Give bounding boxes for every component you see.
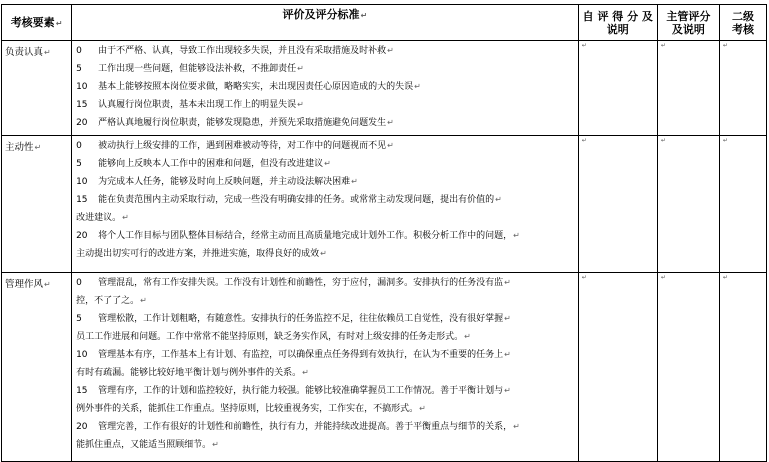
criteria-line: 主动提出切实可行的改进方案，并推进实施，取得良好的成效↵ [76, 249, 327, 259]
criteria-text: 管理基本有序，工作基本上有计划、有监控，可以确保重点任务得到有效执行，在认为不重要的任务上 [98, 350, 504, 360]
criteria-cell[interactable] [72, 273, 579, 462]
criteria-text: 基本上能够按照本岗位要求做，略略实实，未出现因责任心原因造成的大的失误 [98, 82, 414, 92]
criteria-line: 改进建议。↵ [76, 213, 129, 223]
criteria-line: 10 基本上能够按照本岗位要求做，略略实实，未出现因责任心原因造成的大的失误↵ [76, 78, 574, 96]
criteria-line: 有时有疏漏。能够比较好地平衡计划与例外事件的关系。↵ [76, 368, 309, 378]
criteria-text: 工作出现一些问题，但能够设法补救，不推卸责任 [98, 64, 297, 74]
header-second-line2: 考核 [731, 22, 754, 36]
criteria-line: 控，不了了之。↵ [76, 296, 147, 306]
criteria-line: 5 管理松散，工作计划粗略，有随意性。安排执行的任务监控不足，往往依赖员工自觉性，没有很好掌握↵ [76, 310, 574, 328]
score-level: 0 [76, 141, 82, 151]
header-criteria: 评价及评分标准↵ [72, 5, 579, 41]
score-level: 0 [76, 46, 82, 56]
criteria-line: 0 由于不严格、认真，导致工作出现较多失误，并且没有采取措施及时补救↵ [76, 42, 574, 60]
criteria-line: 5 工作出现一些问题，但能够设法补救，不推卸责任↵ [76, 60, 574, 78]
header-self-score [578, 5, 657, 41]
score-level: 10 [76, 350, 88, 360]
header-second-review [719, 5, 766, 41]
criteria-text: 管理松散，工作计划粗略，有随意性。安排执行的任务监控不足，往往依赖员工自觉性，没有很好掌握 [98, 314, 504, 324]
criteria-text: 能够向上反映本人工作中的困难和问题，但没有改进建议 [98, 159, 324, 169]
score-level: 5 [76, 159, 82, 169]
criteria-cell[interactable] [72, 136, 579, 273]
score-level: 15 [76, 386, 88, 396]
self-score-cell[interactable]: ↵ [578, 273, 657, 462]
table-row [2, 273, 767, 462]
criteria-text: 被动执行上级安排的工作，遇到困难被动等待，对工作中的问题视而不见 [98, 141, 387, 151]
table-row [2, 136, 767, 273]
criteria-line: 0 被动执行上级安排的工作，遇到困难被动等待，对工作中的问题视而不见↵ [76, 137, 574, 155]
self-score-cell[interactable]: ↵ [578, 136, 657, 273]
criteria-cell[interactable] [72, 41, 579, 136]
criteria-text: 主动提出切实可行的改进方案，并推进实施，取得良好的成效 [76, 249, 320, 259]
criteria-line: 0 管理混乱，常有工作安排失误。工作没有计划性和前瞻性，穷于应付，漏洞多。安排执行的任务没有监↵ [76, 274, 574, 292]
header-element: 考核要素↵ [2, 5, 72, 41]
element-label: 负责认真 [5, 47, 44, 58]
manager-score-cell[interactable]: ↵ [657, 41, 719, 136]
score-level: 15 [76, 100, 88, 110]
header-self-line2: 说明 [606, 22, 629, 36]
criteria-text: 为完成本人任务，能够及时向上反映问题，并主动设法解决困难 [98, 177, 351, 187]
score-level: 10 [76, 177, 88, 187]
element-label: 管理作风 [5, 279, 44, 290]
criteria-text: 改进建议。 [76, 213, 122, 223]
header-manager-line1: 主管评分 [666, 9, 711, 23]
criteria-line: 20 严格认真地履行岗位职责，能够发现隐患，并预先采取措施避免问题发生↵ [76, 114, 574, 132]
element-cell: 主动性↵ [2, 136, 72, 273]
criteria-line: 15 认真履行岗位职责，基本未出现工作上的明显失误↵ [76, 96, 574, 114]
header-manager-line2: 及说明 [671, 22, 705, 36]
score-level: 10 [76, 82, 88, 92]
criteria-line: 能抓住重点，又能适当照顾细节。↵ [76, 440, 219, 450]
evaluation-table [1, 4, 767, 462]
header-row [2, 5, 767, 41]
element-cell: 管理作风↵ [2, 273, 72, 462]
criteria-text: 严格认真地履行岗位职责，能够发现隐患，并预先采取措施避免问题发生 [98, 118, 387, 128]
criteria-line: 20 管理完善，工作有很好的计划性和前瞻性，执行有力，并能持续改进提高。善于平衡重点与细节的关系，↵ [76, 418, 574, 436]
element-label: 主动性 [5, 142, 34, 153]
element-cell: 负责认真↵ [2, 41, 72, 136]
score-level: 20 [76, 118, 88, 128]
score-level: 20 [76, 231, 88, 241]
header-second-line1: 二级 [731, 9, 754, 23]
self-score-cell[interactable]: ↵ [578, 41, 657, 136]
table-row [2, 41, 767, 136]
criteria-line: 15 管理有序，工作的计划和监控较好，执行能力较强。能够比较准确掌握员工工作情况。善于平衡计划与↵ [76, 382, 574, 400]
criteria-text: 能抓住重点，又能适当照顾细节。 [76, 440, 212, 450]
header-self-line1: 自 评 得 分 及 [582, 9, 653, 23]
criteria-line: 5 能够向上反映本人工作中的困难和问题，但没有改进建议↵ [76, 155, 574, 173]
manager-score-cell[interactable]: ↵ [657, 273, 719, 462]
criteria-text: 员工工作进展和问题。工作中常常不能坚持原则，缺乏务实作风，有时对上级安排的任务走形式。 [76, 332, 464, 342]
criteria-text: 能在负责范围内主动采取行动，完成一些没有明确安排的任务。或常常主动发现问题，提出有价值的 [98, 195, 495, 205]
criteria-text: 认真履行岗位职责，基本未出现工作上的明显失误 [98, 100, 297, 110]
criteria-text: 管理有序，工作的计划和监控较好，执行能力较强。能够比较准确掌握员工工作情况。善于平衡计划与 [98, 386, 504, 396]
score-level: 5 [76, 64, 82, 74]
criteria-text: 例外事件的关系，能抓住工作重点。坚持原则，比较重视务实，工作实在，不搞形式。 [76, 404, 419, 414]
second-review-cell[interactable]: ↵ [719, 273, 766, 462]
score-level: 0 [76, 278, 82, 288]
criteria-line: 20 将个人工作目标与团队整体目标结合，经常主动而且高质量地完成计划外工作。积极分析工作中的问题，↵ [76, 227, 574, 245]
criteria-text: 将个人工作目标与团队整体目标结合，经常主动而且高质量地完成计划外工作。积极分析工作中的问题， [98, 231, 513, 241]
criteria-line: 10 管理基本有序，工作基本上有计划、有监控，可以确保重点任务得到有效执行，在认为不重要的任务上↵ [76, 346, 574, 364]
criteria-text: 控，不了了之。 [76, 296, 140, 306]
criteria-line: 15 能在负责范围内主动采取行动，完成一些没有明确安排的任务。或常常主动发现问题，提出有价值的↵ [76, 191, 574, 209]
score-level: 5 [76, 314, 82, 324]
manager-score-cell[interactable]: ↵ [657, 136, 719, 273]
criteria-text: 由于不严格、认真，导致工作出现较多失误，并且没有采取措施及时补救 [98, 46, 387, 56]
criteria-line: 员工工作进展和问题。工作中常常不能坚持原则，缺乏务实作风，有时对上级安排的任务走形式。↵ [76, 332, 471, 342]
second-review-cell[interactable]: ↵ [719, 136, 766, 273]
criteria-line: 例外事件的关系，能抓住工作重点。坚持原则，比较重视务实，工作实在，不搞形式。↵ [76, 404, 426, 414]
score-level: 20 [76, 422, 88, 432]
criteria-text: 有时有疏漏。能够比较好地平衡计划与例外事件的关系。 [76, 368, 302, 378]
header-manager-score [657, 5, 719, 41]
criteria-text: 管理完善，工作有很好的计划性和前瞻性，执行有力，并能持续改进提高。善于平衡重点与细节的关系， [98, 422, 513, 432]
evaluation-sheet [1, 4, 767, 462]
criteria-line: 10 为完成本人任务，能够及时向上反映问题，并主动设法解决困难↵ [76, 173, 574, 191]
second-review-cell[interactable]: ↵ [719, 41, 766, 136]
criteria-text: 管理混乱，常有工作安排失误。工作没有计划性和前瞻性，穷于应付，漏洞多。安排执行的任务没有监 [98, 278, 504, 288]
score-level: 15 [76, 195, 88, 205]
